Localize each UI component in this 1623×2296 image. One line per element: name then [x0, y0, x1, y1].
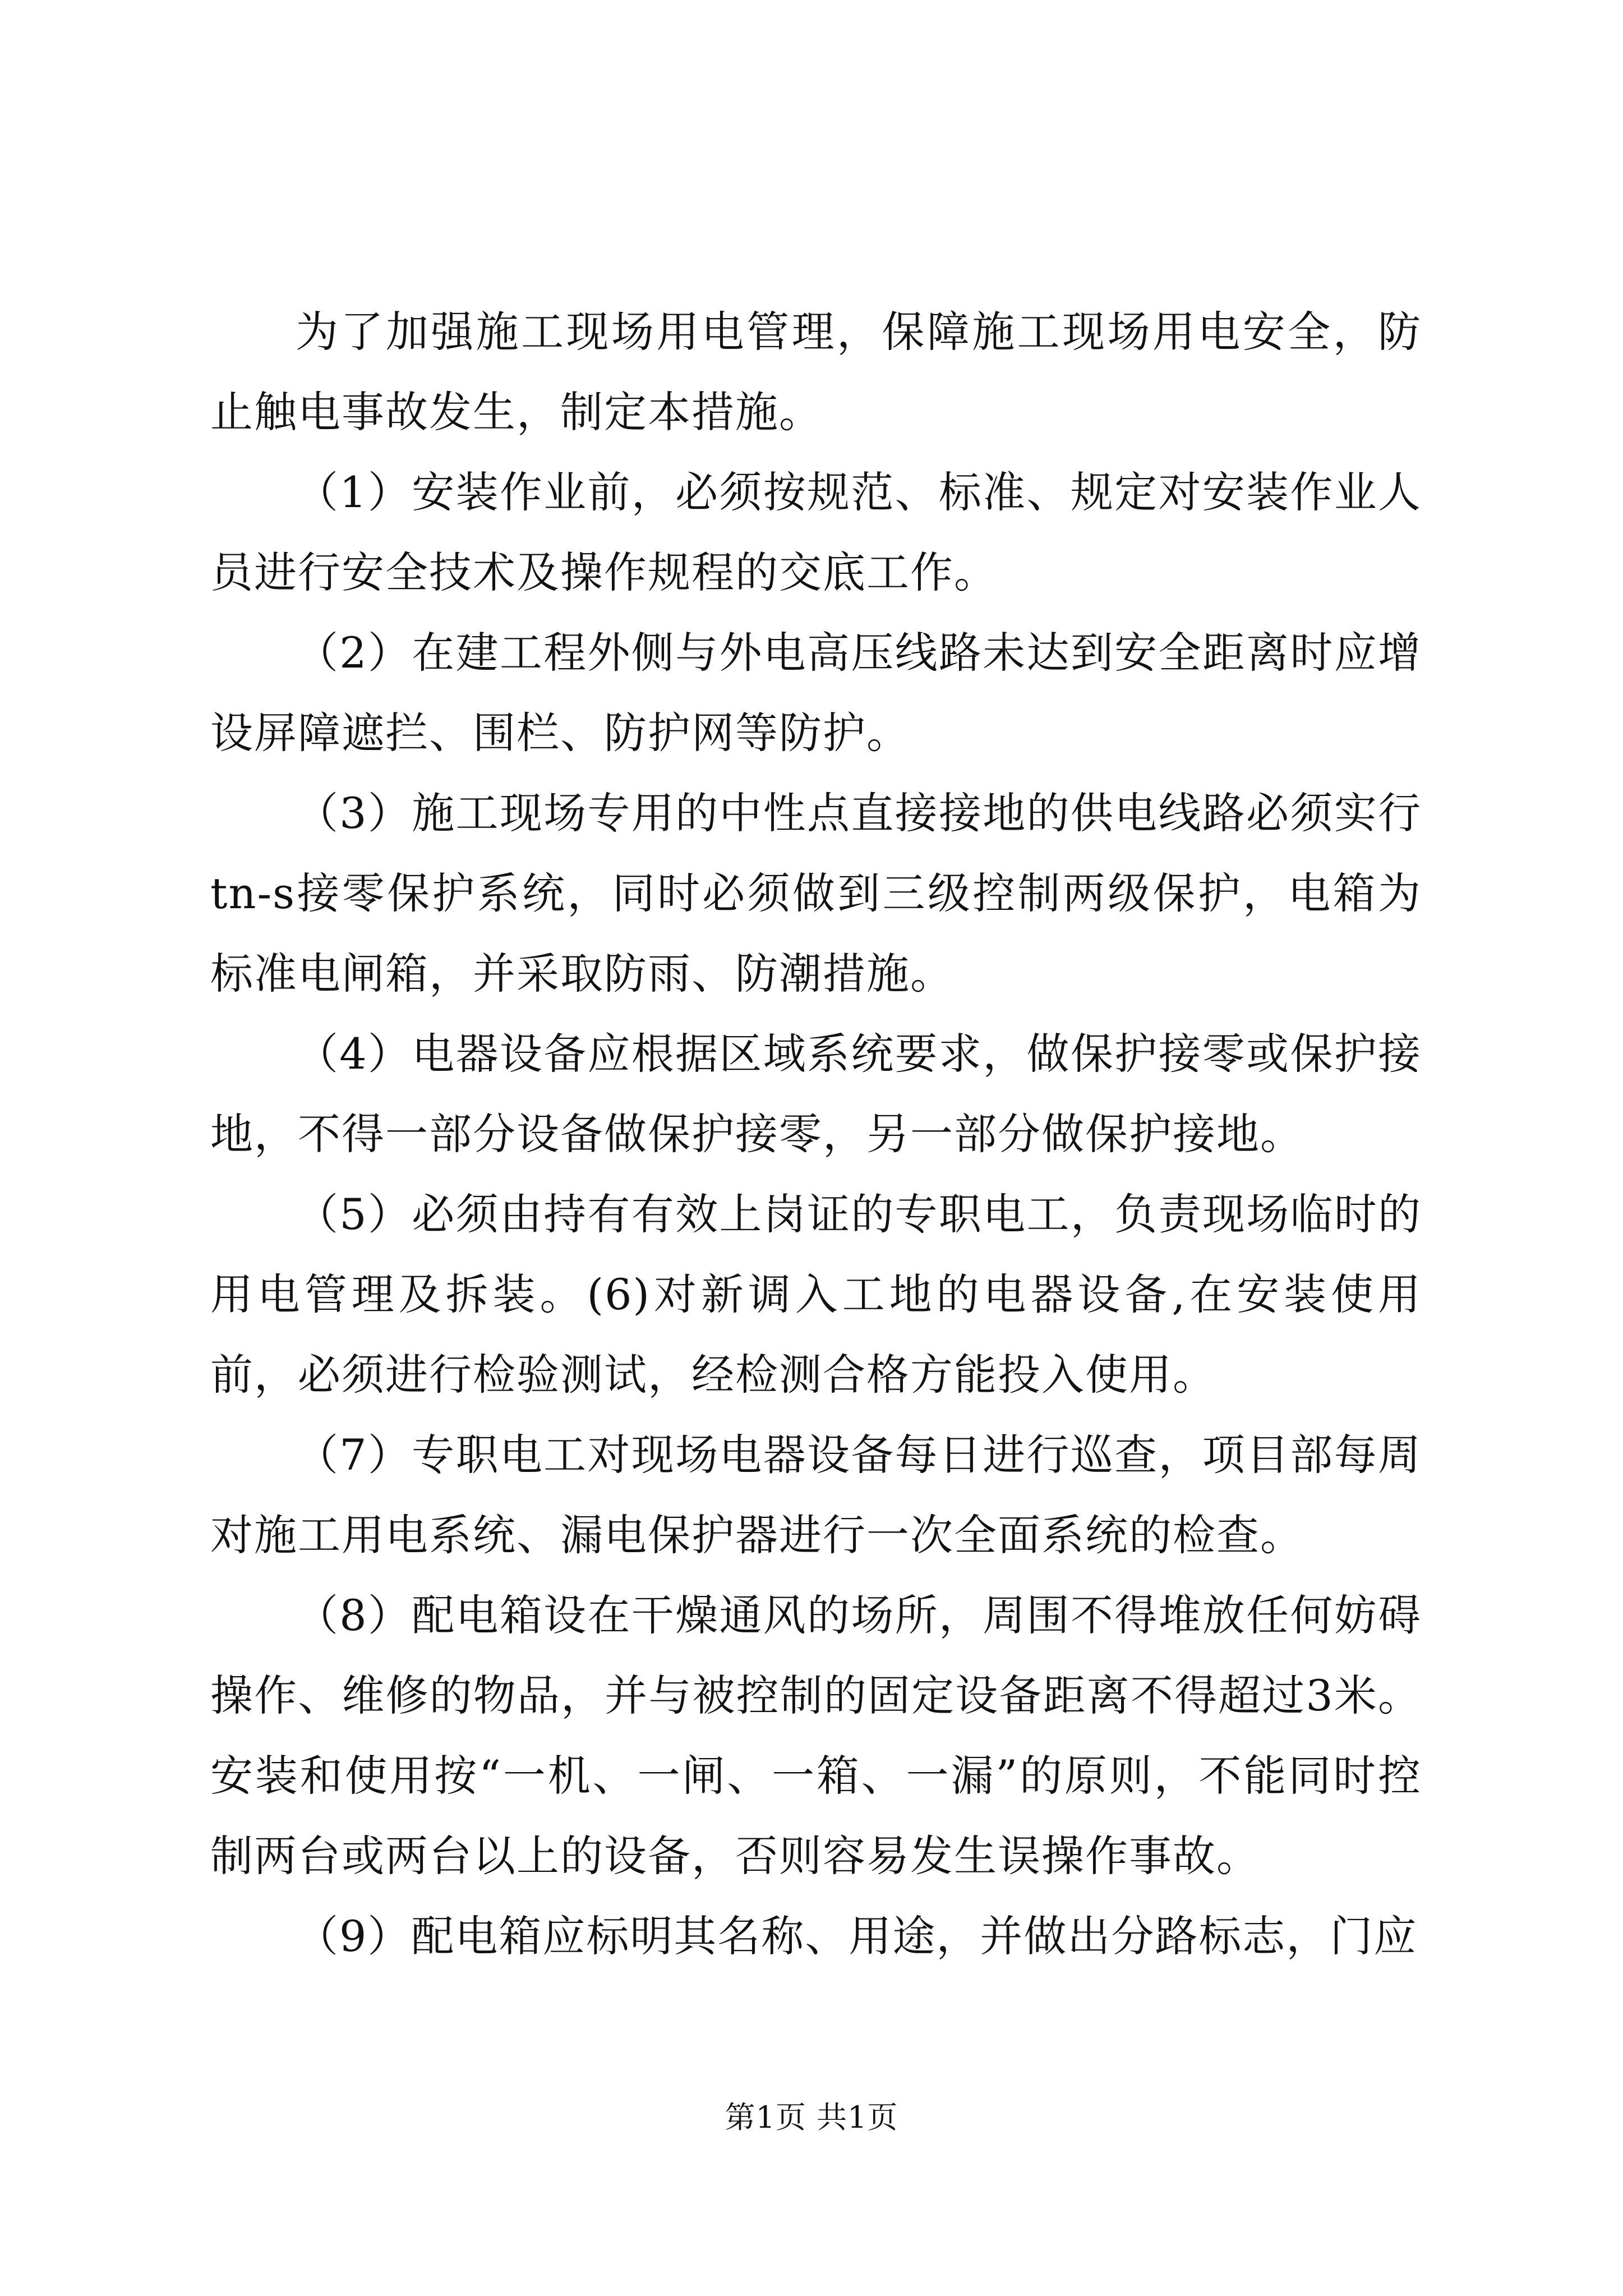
document-body — [210, 292, 1422, 1976]
paragraph-item-3: （3）施工现场专用的中性点直接接地的供电线路必须实行tn-s接零保护系统，同时必须做到三级控制两级保护，电箱为标准电闸箱，并采取防雨、防潮措施。 — [210, 788, 1422, 999]
paragraph-item-7: （7）专职电工对现场电器设备每日进行巡查，项目部每周对施工用电系统、漏电保护器进行一次全面系统的检查。 — [210, 1430, 1422, 1560]
paragraph-item-4: （4）电器设备应根据区域系统要求，做保护接零或保护接地，不得一部分设备做保护接零，另一部分做保护接地。 — [210, 1029, 1422, 1159]
paragraph-item-5-6: （5）必须由持有有效上岗证的专职电工，负责现场临时的用电管理及拆装。(6)对新调入工地的电器设备,在安装使用前，必须进行检验测试，经检测合格方能投入使用。 — [210, 1189, 1422, 1400]
paragraph-item-2: （2）在建工程外侧与外电高压线路未达到安全距离时应增设屏障遮拦、围栏、防护网等防护。 — [210, 628, 1422, 758]
page-footer: 第1页 共1页 — [725, 2100, 898, 2135]
paragraph-item-1: （1）安装作业前，必须按规范、标准、规定对安装作业人员进行安全技术及操作规程的交底工作。 — [210, 467, 1422, 597]
paragraph-intro: 为了加强施工现场用电管理，保障施工现场用电安全，防止触电事故发生，制定本措施。 — [210, 307, 1422, 437]
paragraph-item-8: （8）配电箱设在干燥通风的场所，周围不得堆放任何妨碍操作、维修的物品，并与被控制的固定设备距离不得超过3米。安装和使用按“一机、一闸、一箱、一漏”的原则，不能同时控制两台或两台以上的设备，否则容易发生误操作事故。 — [210, 1590, 1422, 1881]
paragraph-item-9: （9）配电箱应标明其名称、用途，并做出分路标志，门应 — [296, 1911, 1418, 1961]
